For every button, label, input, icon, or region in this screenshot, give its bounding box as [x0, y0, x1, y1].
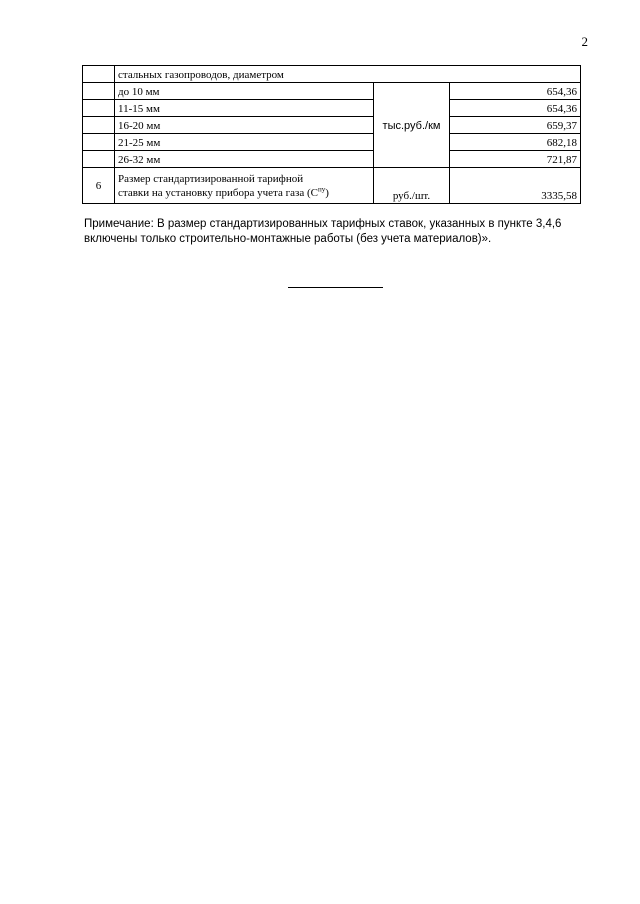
- row-number-cell: [83, 100, 115, 117]
- value-cell: 3335,58: [450, 168, 581, 204]
- meter-rate-line1: Размер стандартизированной тарифной: [118, 173, 304, 185]
- value-cell: 654,36: [450, 83, 581, 100]
- table-row: [83, 83, 581, 100]
- diameter-label: 16-20 мм: [115, 117, 374, 134]
- row-number-cell: 6: [83, 168, 115, 204]
- row-number-cell: [83, 134, 115, 151]
- table-row: [83, 100, 581, 117]
- table-row: [83, 66, 581, 83]
- note-text: Примечание: В размер стандартизированных тарифных ставок, указанных в пункте 3,4,6 включены только строительно-монтажные работы (без учета материалов)».: [84, 218, 562, 245]
- end-divider: [288, 287, 383, 288]
- table-row: [83, 168, 581, 204]
- value-cell: 682,18: [450, 134, 581, 151]
- value-cell: 721,87: [450, 151, 581, 168]
- unit-cell: руб./шт.: [374, 168, 450, 204]
- meter-rate-superscript: пу: [318, 185, 326, 194]
- value-cell: 654,36: [450, 100, 581, 117]
- diameter-label: до 10 мм: [115, 83, 374, 100]
- meter-rate-line2: ставки на установку прибора учета газа (С: [118, 187, 318, 199]
- diameter-label: 21-25 мм: [115, 134, 374, 151]
- row-number-cell: [83, 66, 115, 83]
- table-row: [83, 151, 581, 168]
- unit-label: тыс.руб./км: [382, 119, 441, 132]
- value-cell: 659,37: [450, 117, 581, 134]
- diameter-label: 26-32 мм: [115, 151, 374, 168]
- row-number-cell: [83, 83, 115, 100]
- meter-rate-label: [115, 168, 374, 204]
- row-number-cell: [83, 117, 115, 134]
- table-row: [83, 117, 581, 134]
- table-header-text: стальных газопроводов, диаметром: [115, 66, 581, 83]
- tariff-table: [82, 65, 581, 204]
- unit-cell: [374, 83, 450, 168]
- page-number: 2: [581, 34, 588, 49]
- diameter-label: 11-15 мм: [115, 100, 374, 117]
- meter-rate-close: ): [325, 187, 329, 199]
- row-number-cell: [83, 151, 115, 168]
- table-row: [83, 134, 581, 151]
